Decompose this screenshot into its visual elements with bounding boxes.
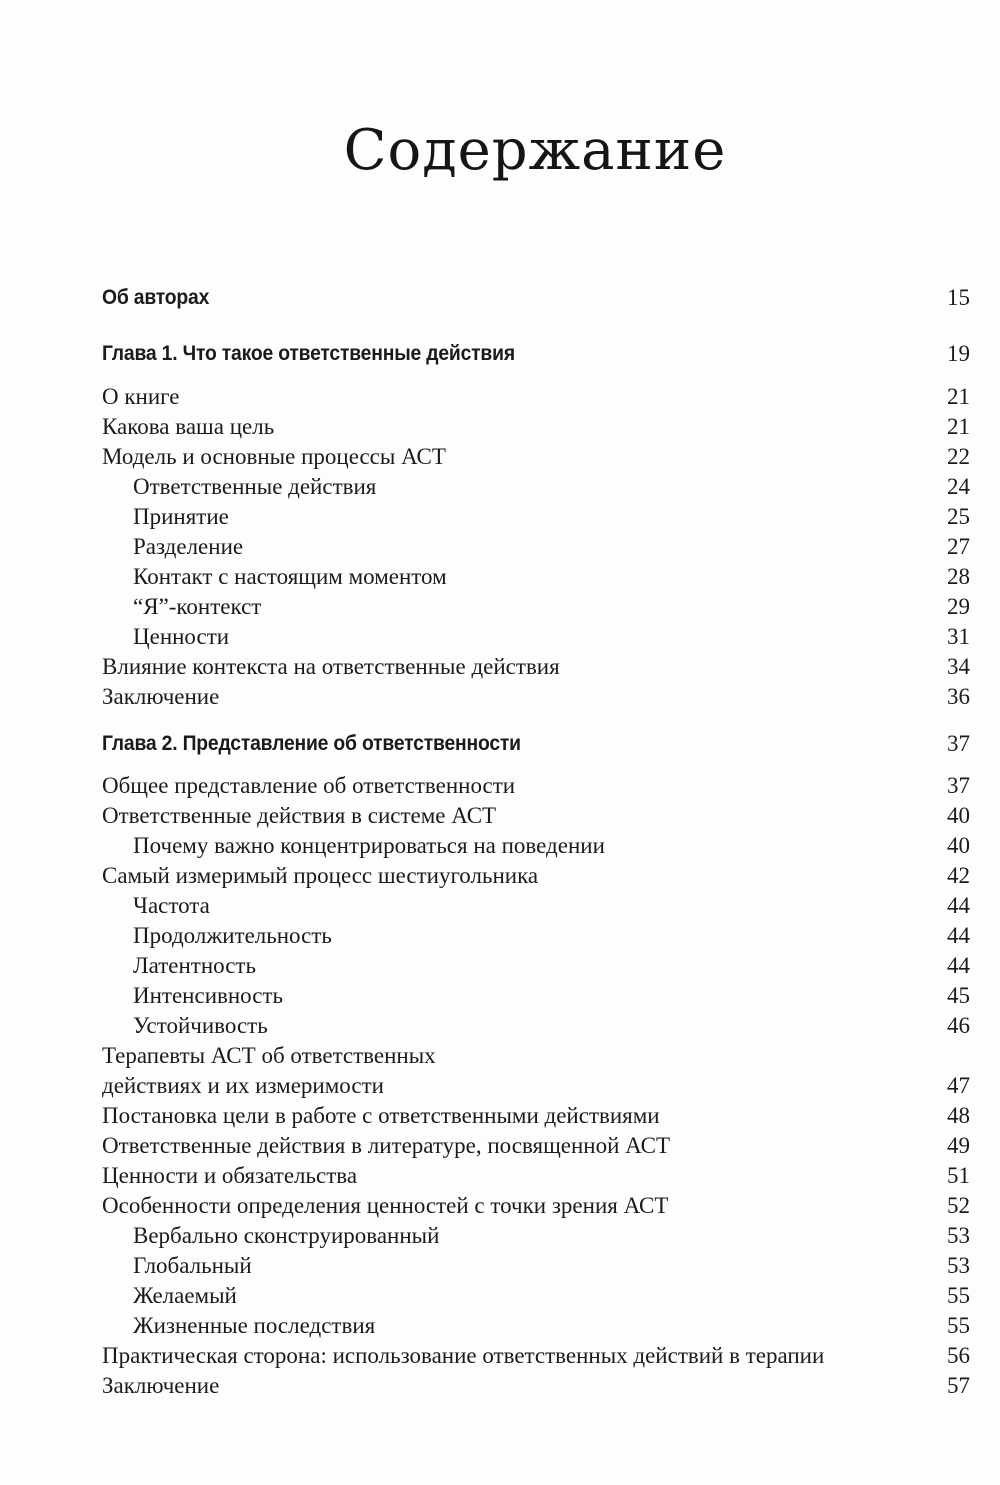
toc-page-number: 47 (947, 1073, 970, 1098)
toc-page-number: 37 (947, 773, 970, 798)
toc-entry (102, 891, 970, 921)
toc-entry-title: Общее представление об ответственности (102, 773, 516, 798)
toc-chapter-entry (102, 729, 970, 759)
toc-entry (102, 771, 970, 801)
toc-entry-title: Глава 1. Что такое ответственные действия (102, 342, 515, 365)
toc-entry-title: Вербально сконструированный (133, 1223, 440, 1248)
toc-entry-title: Ответственные действия (133, 474, 377, 499)
toc-page-number: 52 (947, 1193, 970, 1218)
toc-entry (102, 592, 970, 622)
toc-entry-title: Об авторах (102, 286, 210, 309)
toc-entry-title: Ответственные действия в литературе, посвященной АСТ (102, 1133, 671, 1158)
toc-page-number: 19 (947, 341, 970, 366)
toc-entry (102, 1011, 970, 1041)
toc-entry-title: Терапевты АСТ об ответственных (102, 1043, 436, 1068)
toc-entry (102, 921, 970, 951)
toc-entry-title: Частота (133, 893, 210, 918)
toc-entry (102, 981, 970, 1011)
toc-page-number: 51 (947, 1163, 970, 1188)
toc-chapter-entry (102, 339, 970, 369)
toc-page-number: 28 (947, 564, 970, 589)
toc-entry (102, 1101, 970, 1131)
toc-entry (102, 472, 970, 502)
toc-page-number: 36 (947, 684, 970, 709)
toc-entry-title: действиях и их измеримости (102, 1073, 384, 1098)
toc-page-number: 44 (947, 893, 970, 918)
toc-entry (102, 1371, 970, 1401)
toc-page-number: 29 (947, 594, 970, 619)
toc-entry-title: Контакт с настоящим моментом (133, 564, 447, 589)
toc-page-number: 55 (947, 1313, 970, 1338)
toc-entry-title: Ценности и обязательства (102, 1163, 358, 1188)
page-title: Содержание (343, 118, 727, 183)
toc-entry-title: Ответственные действия в системе АСТ (102, 803, 497, 828)
toc-entry (102, 1161, 970, 1191)
toc-entry-title: Латентность (133, 953, 256, 978)
toc-page-number: 44 (947, 953, 970, 978)
toc-entry (102, 682, 970, 712)
toc-entry (102, 1311, 970, 1341)
toc-entry-title: Практическая сторона: использование ответственных действий в терапии (102, 1343, 825, 1368)
toc-entry-title: Ценности (133, 624, 230, 649)
toc-entry (102, 652, 970, 682)
toc-page-number: 42 (947, 863, 970, 888)
toc-chapter-entry (102, 283, 970, 313)
toc-entry (102, 532, 970, 562)
toc-page-number: 40 (947, 803, 970, 828)
toc-page-number: 21 (947, 414, 970, 439)
toc-page-number: 48 (947, 1103, 970, 1128)
toc-entry-title: Устойчивость (133, 1013, 268, 1038)
toc-entry-title: Интенсивность (133, 983, 283, 1008)
toc-entry-title: Разделение (133, 534, 244, 559)
toc-entry (102, 412, 970, 442)
toc-page-number: 57 (947, 1373, 970, 1398)
toc-entry-title: Самый измеримый процесс шестиугольника (102, 863, 539, 888)
toc-entry (102, 1341, 970, 1371)
toc-entry (102, 801, 970, 831)
toc-entry-title: Влияние контекста на ответственные действия (102, 654, 560, 679)
toc-entry-title: Особенности определения ценностей с точки зрения АСТ (102, 1193, 669, 1218)
toc-entry (102, 1251, 970, 1281)
toc-page-number: 37 (947, 731, 970, 756)
toc-page-number: 24 (947, 474, 970, 499)
toc-page-number: 53 (947, 1253, 970, 1278)
toc-page-number: 31 (947, 624, 970, 649)
toc-entry (102, 442, 970, 472)
toc-entry-title: Почему важно концентрироваться на поведении (133, 833, 605, 858)
toc-entry-title: Заключение (102, 1373, 220, 1398)
toc-entry-title: Постановка цели в работе с ответственными действиями (102, 1103, 660, 1128)
toc-entry-title: Модель и основные процессы АСТ (102, 444, 446, 469)
toc-page-number: 34 (947, 654, 970, 679)
toc-entry (102, 622, 970, 652)
toc-page-number: 44 (947, 923, 970, 948)
toc-entry (102, 382, 970, 412)
toc-entry-title: “Я”-контекст (133, 594, 262, 619)
toc-entry-title: Желаемый (133, 1283, 237, 1308)
toc-entry (102, 1281, 970, 1311)
toc-entry (102, 1071, 970, 1101)
toc-page-number: 46 (947, 1013, 970, 1038)
toc-entry (102, 562, 970, 592)
toc-page-number: 56 (947, 1343, 970, 1368)
toc-entry-title: О книге (102, 384, 180, 409)
toc-entry-title: Глава 2. Представление об ответственности (102, 732, 521, 755)
toc-entry-title: Заключение (102, 684, 220, 709)
toc-page-number: 55 (947, 1283, 970, 1308)
toc-page-number: 27 (947, 534, 970, 559)
toc-entry (102, 951, 970, 981)
toc-page-number: 45 (947, 983, 970, 1008)
toc-page-number: 53 (947, 1223, 970, 1248)
toc-page-number: 21 (947, 384, 970, 409)
toc-entry-title: Какова ваша цель (102, 414, 275, 439)
toc-entry (102, 1191, 970, 1221)
toc-page-number: 22 (947, 444, 970, 469)
toc-entry (102, 1131, 970, 1161)
toc-page-number: 49 (947, 1133, 970, 1158)
toc-entry (102, 1221, 970, 1251)
toc-entry-title: Принятие (133, 504, 229, 529)
toc-page-number: 40 (947, 833, 970, 858)
toc-entry (102, 861, 970, 891)
toc-page-number: 15 (947, 285, 970, 310)
toc-entry (102, 1041, 970, 1071)
toc-entry (102, 831, 970, 861)
toc-entry (102, 502, 970, 532)
toc-entry-title: Жизненные последствия (133, 1313, 376, 1338)
toc-page-number: 25 (947, 504, 970, 529)
toc-entry-title: Глобальный (133, 1253, 252, 1278)
toc-entry-title: Продолжительность (133, 923, 332, 948)
